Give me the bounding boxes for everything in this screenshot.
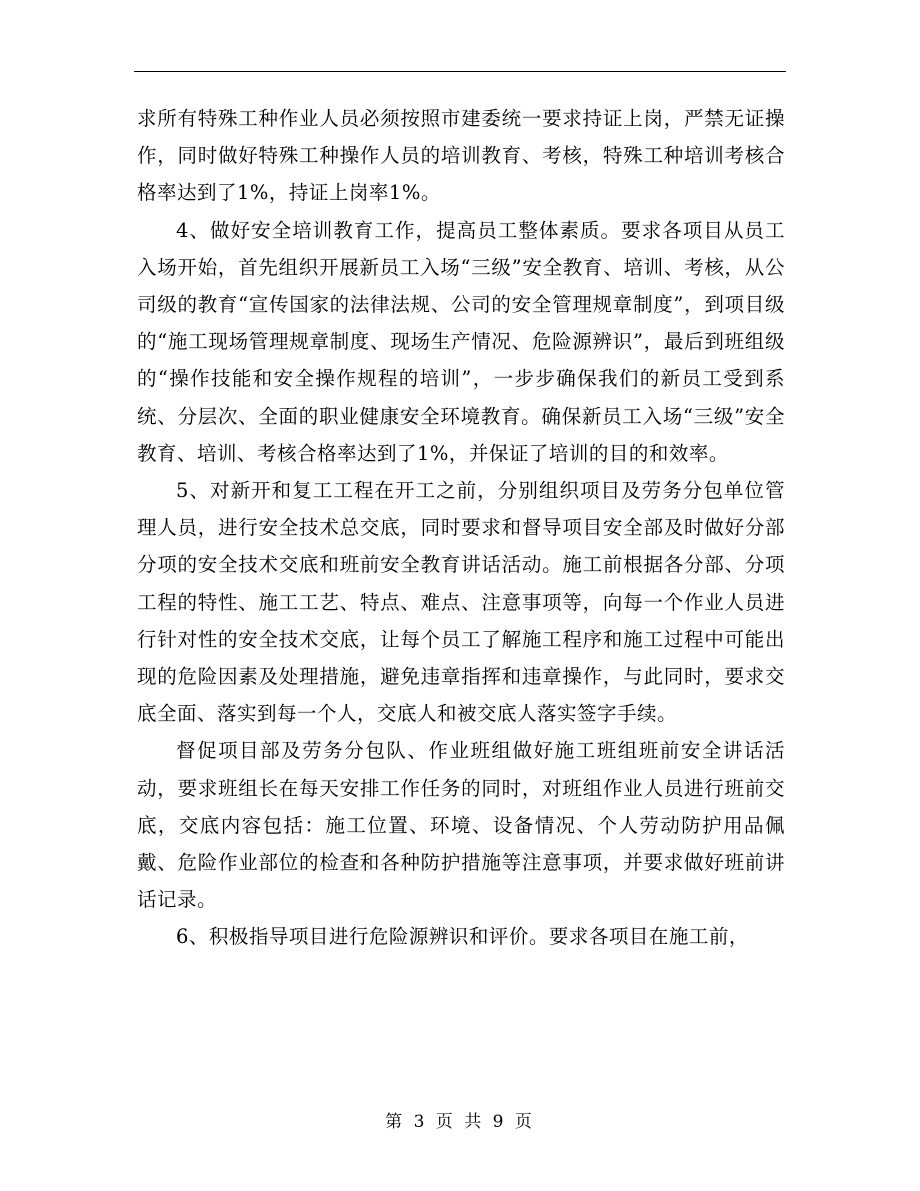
paragraph-3: 5、对新开和复工工程在开工之前，分别组织项目及劳务分包单位管理人员，进行安全技术总交底，同时要求和督导项目安全部及时做好分部分项的安全技术交底和班前安全教育讲话活动。施工前根据各分部、分项工程的特性、施工工艺、特点、难点、注意事项等，向每一个作业人员进行针对性的安全技术交底，让每个员工了解施工程序和施工过程中可能出现的危险因素及处理措施，避免违章指挥和违章操作，与此同时，要求交底全面、落实到每一个人，交底人和被交底人落实签字手续。 (137, 479, 785, 726)
paragraph-1: 求所有特殊工种作业人员必须按照市建委统一要求持证上岗，严禁无证操作，同时做好特殊工种操作人员的培训教育、考核，特殊工种培训考核合格率达到了1%，持证上岗率1%。 (137, 107, 785, 205)
page-number-footer: 第 3 页 共 9 页 (385, 1112, 535, 1132)
paragraph-4: 督促项目部及劳务分包队、作业班组做好施工班组班前安全讲话活动，要求班组长在每天安排工作任务的同时，对班组作业人员进行班前交底，交底内容包括：施工位置、环境、设备情况、个人劳动防护用品佩戴、危险作业部位的检查和各种防护措施等注意事项，并要求做好班前讲话记录。 (137, 739, 785, 912)
paragraph-5: 6、积极指导项目进行危险源辨识和评价。要求各项目在施工前， (176, 925, 749, 949)
paragraph-2: 4、做好安全培训教育工作，提高员工整体素质。要求各项目从员工入场开始，首先组织开展新员工入场“三级”安全教育、培训、考核，从公司级的教育“宣传国家的法律法规、公司的安全管理规章制度”，到项目级的“施工现场管理规章制度、现场生产情况、危险源辨识”，最后到班组级的“操作技能和安全操作规程的培训”，一步步确保我们的新员工受到系统、分层次、全面的职业健康安全环境教育。确保新员工入场“三级”安全教育、培训、考核合格率达到了1%，并保证了培训的目的和效率。 (137, 218, 785, 465)
header-rule (134, 71, 786, 72)
document-body (137, 100, 785, 956)
